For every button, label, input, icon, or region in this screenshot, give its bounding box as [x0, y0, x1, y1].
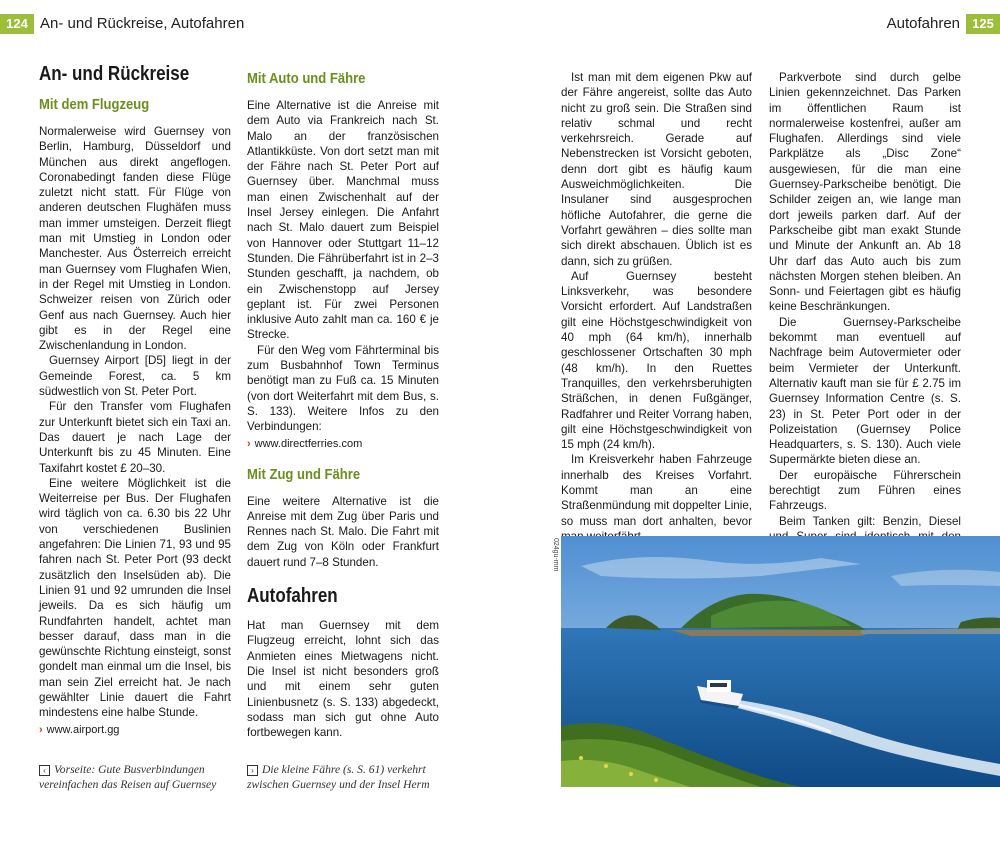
- link-arrow-icon: ›: [247, 437, 251, 450]
- ferry-photo: [561, 536, 1000, 787]
- column-1: [39, 62, 231, 738]
- paragraph: Für den Weg vom Fährterminal bis zum Busbahnhof Town Terminus benötigt man zu Fuß ca. 15 Minuten (von dort Weiterfahrt mit dem Bus, s. S. 133). Weitere Infos zu den Verbindungen:: [247, 343, 439, 434]
- ferry-illustration: [561, 536, 1000, 787]
- arrow-right-icon: ›: [247, 765, 258, 776]
- link-arrow-icon: ›: [39, 723, 43, 736]
- paragraph: Für den Transfer vom Flughafen zur Unterkunft bietet sich ein Taxi an. Das dauert je nach Lage der Unterkunft bis zu 45 Minuten. Eine Taxifahrt kostet £ 20–30.: [39, 400, 231, 475]
- paragraph: Eine Alternative ist die Anreise mit dem Auto via Frankreich nach St. Malo an der französischen Atlantikküste. Von dort setzt man mit der Fähre nach St. Peter Port auf Guernsey über. Manchmal muss man einen Zwischenhalt auf der Insel Jersey einlegen. Die Anfahrt nach St. Malo dauert zum Beispiel von Hannover oder Stuttgart 11–12 Stunden. Die Fährüberfahrt ist in 2–3 Stunden geschafft, ja nachdem, ob ein Zwischenstopp auf Jersey geplant ist. Für zwei Personen inklusive Auto zahlt man ca. 160 € je Strecke.: [247, 99, 439, 342]
- right-running-head: Autofahren: [886, 15, 960, 32]
- paragraph: Beim Tanken gilt: Benzin, Diesel: [779, 514, 961, 528]
- airport-link[interactable]: › www.airport.gg: [39, 723, 120, 736]
- paragraph: Hat man Guernsey mit dem Flugzeug erreicht, lohnt sich das Anmieten eines Mietwagens nicht. Die Insel ist nicht besonders groß und mit einem sehr guten Linienbusnetz (s. S. 133) abgedeckt, sodass man sich gut ohne Auto fortbewegen kann.: [247, 619, 439, 740]
- subheading-auto-faehre: Mit Auto und Fähre: [247, 71, 366, 87]
- column-3: [561, 70, 752, 544]
- paragraph: Auf Guernsey besteht Linksverkehr, was besondere Vorsicht erfordert. Auf Landstraßen gilt eine Höchstgeschwindigkeit von 40 mph (64 km/h), innerhalb geschlossener Ortschaften 30 mph (48 km/h). In den Ruettes Tranquilles, den verkehrsberuhigten Sträßchen, in denen Fußgänger, Radfahrer und Reiter Vorrang haben, gilt eine Höchstgeschwindigkeit von 15 mph (24 km/h).: [561, 269, 752, 452]
- caption-middle: › Die kleine Fähre (s. S. 61) verkehrt zwischen Guernsey und der Insel Herm: [247, 763, 430, 791]
- ferries-link[interactable]: › www.directferries.com: [247, 437, 363, 450]
- right-page-number: 125: [966, 14, 1000, 34]
- section-heading-autofahren: Autofahren: [247, 585, 338, 608]
- left-page-number: 124: [0, 14, 34, 34]
- paragraph: Im Kreisverkehr haben Fahrzeuge innerhalb des Kreises Vorfahrt. Kommt man an eine Straßenmündung mit doppelter Linie, so muss man dort anhalten, bevor: [561, 453, 752, 528]
- left-running-head: An- und Rückreise, Autofahren: [40, 15, 245, 32]
- paragraph: Guernsey Airport [D5] liegt in der Gemeinde Forest, ca. 5 km südwestlich von St. Peter Port.: [39, 354, 231, 399]
- column-4: [769, 70, 961, 560]
- paragraph: Eine weitere Möglichkeit ist die Weiterreise per Bus. Der Flughafen wird täglich von ca. 6.30 bis 22 Uhr von verschiedenen Buslinien angefahren: Die Linien 71, 93 und 95 fahren nach St. Peter Port (93 deckt zusätzlich den Inselsüden ab). Die Linien 91 und 92 umrunden die Insel jeweils. Da es sich häufig um Rundfahrten handelt, achtet man besser darauf, dass man in die gewünschte Richtung einsteigt, sonst gondelt man einmal um die Insel, bis man sein Ziel erreicht hat. Je nach gewählter Linie dauert die Fahrt mindestens eine halbe Stunde.: [39, 476, 231, 720]
- paragraph: Parkverbote sind durch gelbe Linien gekennzeichnet. Das Parken im öffentlichen Raum ist normalerweise kostenfrei, außer am Flughafen. Allerdings sind viele Parkplätze als „Disc Zone“ ausgewiesen, für die man eine Guernsey-Parkscheibe benötigt. Die Schilder zeigen an, wie lange man dort jeweils parken darf. Auf der Parkscheibe gibt man exakt Stunde und Minute der Ankunft an. Ab 18 Uhr darf das Auto auch bis zum nächsten Morgen stehen bleiben. An Sonn- und Feiertagen gibt es häufig keine Beschränkungen.: [769, 71, 961, 314]
- column-2: [247, 70, 439, 740]
- paragraph: Ist man mit dem eigenen Pkw auf der Fähre angereist, sollte das Auto nicht zu groß sein. Die Straßen sind relativ schmal und recht verkehrsreich. Gerade auf Nebenstrecken ist Vorsicht geboten, denn dort gibt es häufig kaum Ausweichmöglichkeiten. Die Insulaner sind ausgesprochen höfliche Autofahrer, die gerne die Vorfahrt gewähren – dies sollte man sich direkt abschauen. Üblich ist es dann, sich zu grüßen.: [561, 71, 752, 268]
- paragraph: Eine weitere Alternative ist die Anreise mit dem Zug über Paris und Rennes nach St. Malo. Die Fahrt mit dem Zug von Köln oder Frankfurt dauert rund 7–8 Stunden.: [247, 494, 439, 569]
- section-heading-anreise: An- und Rückreise: [39, 63, 190, 85]
- arrow-left-icon: ‹: [39, 765, 50, 776]
- subheading-zug-faehre: Mit Zug und Fähre: [247, 466, 361, 483]
- paragraph: Die Guernsey-Parkscheibe bekommt man eventuell auf Nachfrage beim Autovermieter oder beim Vermieter der Unterkunft. Alternativ kauft man sie für £ 2.75 im Guernsey Information Centre (s. S. 23) in St. Peter Port oder in der Polizeistation (Guernsey Police Headquarters, s. S. 130). Auch viele Supermärkte bieten diese an.: [769, 315, 961, 467]
- paragraph: Der europäische Führerschein berechtigt zum Führen eines Fahrzeugs.: [769, 468, 961, 513]
- paragraph: Normalerweise wird Guernsey von Berlin, Hamburg, Düsseldorf und München aus direkt angeflogen. Coronabedingt fanden diese Flüge zuletzt nicht statt. Für Flüge von anderen deutschen Flughäfen muss man immer umsteigen. Derzeit fliegt man mit Umstieg in London oder Manchester. Aus Österreich erreicht man Guernsey vom Flughafen Wien, in der Regel mit Umstieg in London. Schweizer reisen von Zürich oder Genf aus nach Guernsey. Auch hier gibt es in der Regel eine Zwischenlandung in London.: [39, 125, 231, 353]
- subheading-flugzeug: Mit dem Flugzeug: [39, 97, 150, 113]
- photo-credit: 024gu-mm: [552, 538, 559, 572]
- caption-left: ‹ Vorseite: Gute Busverbindungen vereinfachen das Reisen auf Guernsey: [39, 763, 217, 791]
